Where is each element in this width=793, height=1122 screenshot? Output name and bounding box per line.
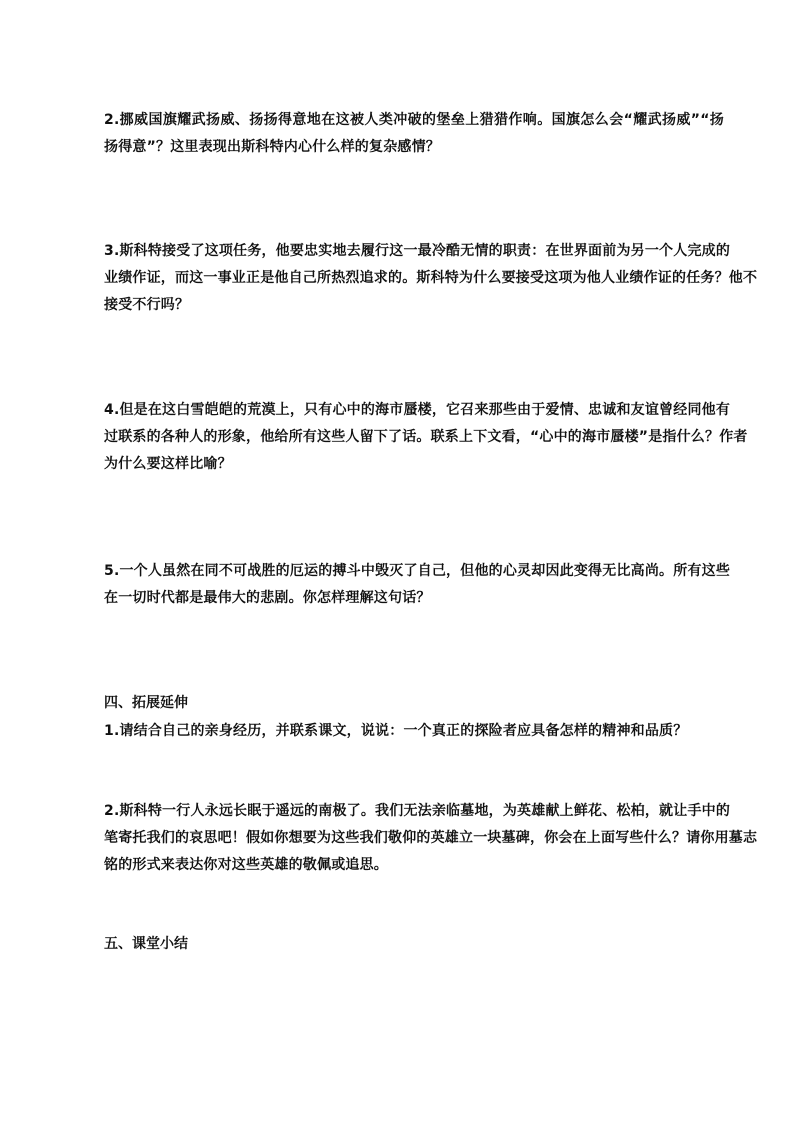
question-4-line-1: 4.但是在这白雪皑皑的荒漠上，只有心中的海市蜃楼，它召来那些由于爱情、忠诚和友谊曾经同他有 <box>104 402 731 418</box>
extension-question-2-line-1: 2.斯科特一行人永远长眠于遥远的南极了。我们无法亲临墓地，为英雄献上鲜花、松柏，就让手中的 <box>104 803 731 819</box>
question-5-line-2: 在一切时代都是最伟大的悲剧。你怎样理解这句话？ <box>104 590 431 606</box>
question-4-paragraph <box>104 397 748 478</box>
question-5-paragraph <box>104 558 731 612</box>
question-3-line-1: 3.斯科特接受了这项任务，他要忠实地去履行这一最冷酷无情的职责：在世界面前为另一个人完成的 <box>104 243 731 259</box>
question-3-paragraph <box>104 238 758 319</box>
section-5-heading: 五、课堂小结 <box>104 936 188 952</box>
extension-question-2-paragraph <box>104 798 758 879</box>
question-3-line-2: 业绩作证，而这一事业正是他自己所热烈追求的。斯科特为什么要接受这项为他人业绩作证的任务？他不 <box>104 270 758 286</box>
question-2-paragraph <box>104 107 724 161</box>
extension-question-1-paragraph <box>104 718 724 745</box>
extension-question-1-line-1: 1.请结合自己的亲身经历，并联系课文，说说：一个真正的探险者应具备怎样的精神和品质？ <box>104 723 688 739</box>
question-4-line-2: 过联系的各种人的形象，他给所有这些人留下了话。联系上下文看，“心中的海市蜃楼”是指什么？作者 <box>104 429 748 445</box>
extension-question-2-line-2: 笔寄托我们的哀思吧！假如你想要为这些我们敬仰的英雄立一块墓碑，你会在上面写些什么？请你用墓志 <box>104 830 758 846</box>
question-4-line-3: 为什么要这样比喻？ <box>104 456 232 472</box>
question-3-line-3: 接受不行吗？ <box>104 297 190 313</box>
section-4-heading: 四、拓展延伸 <box>104 695 188 711</box>
question-5-line-1: 5.一个人虽然在同不可战胜的厄运的搏斗中毁灭了自己，但他的心灵却因此变得无比高尚。所有这些 <box>104 563 731 579</box>
question-2-line-2: 扬得意”？这里表现出斯科特内心什么样的复杂感情？ <box>104 139 440 155</box>
extension-question-2-line-3: 铭的形式来表达你对这些英雄的敬佩或追思。 <box>104 857 388 873</box>
question-2-line-1: 2.挪威国旗耀武扬威、扬扬得意地在这被人类冲破的堡垒上猎猎作响。国旗怎么会“耀武扬威”“扬 <box>104 112 724 128</box>
